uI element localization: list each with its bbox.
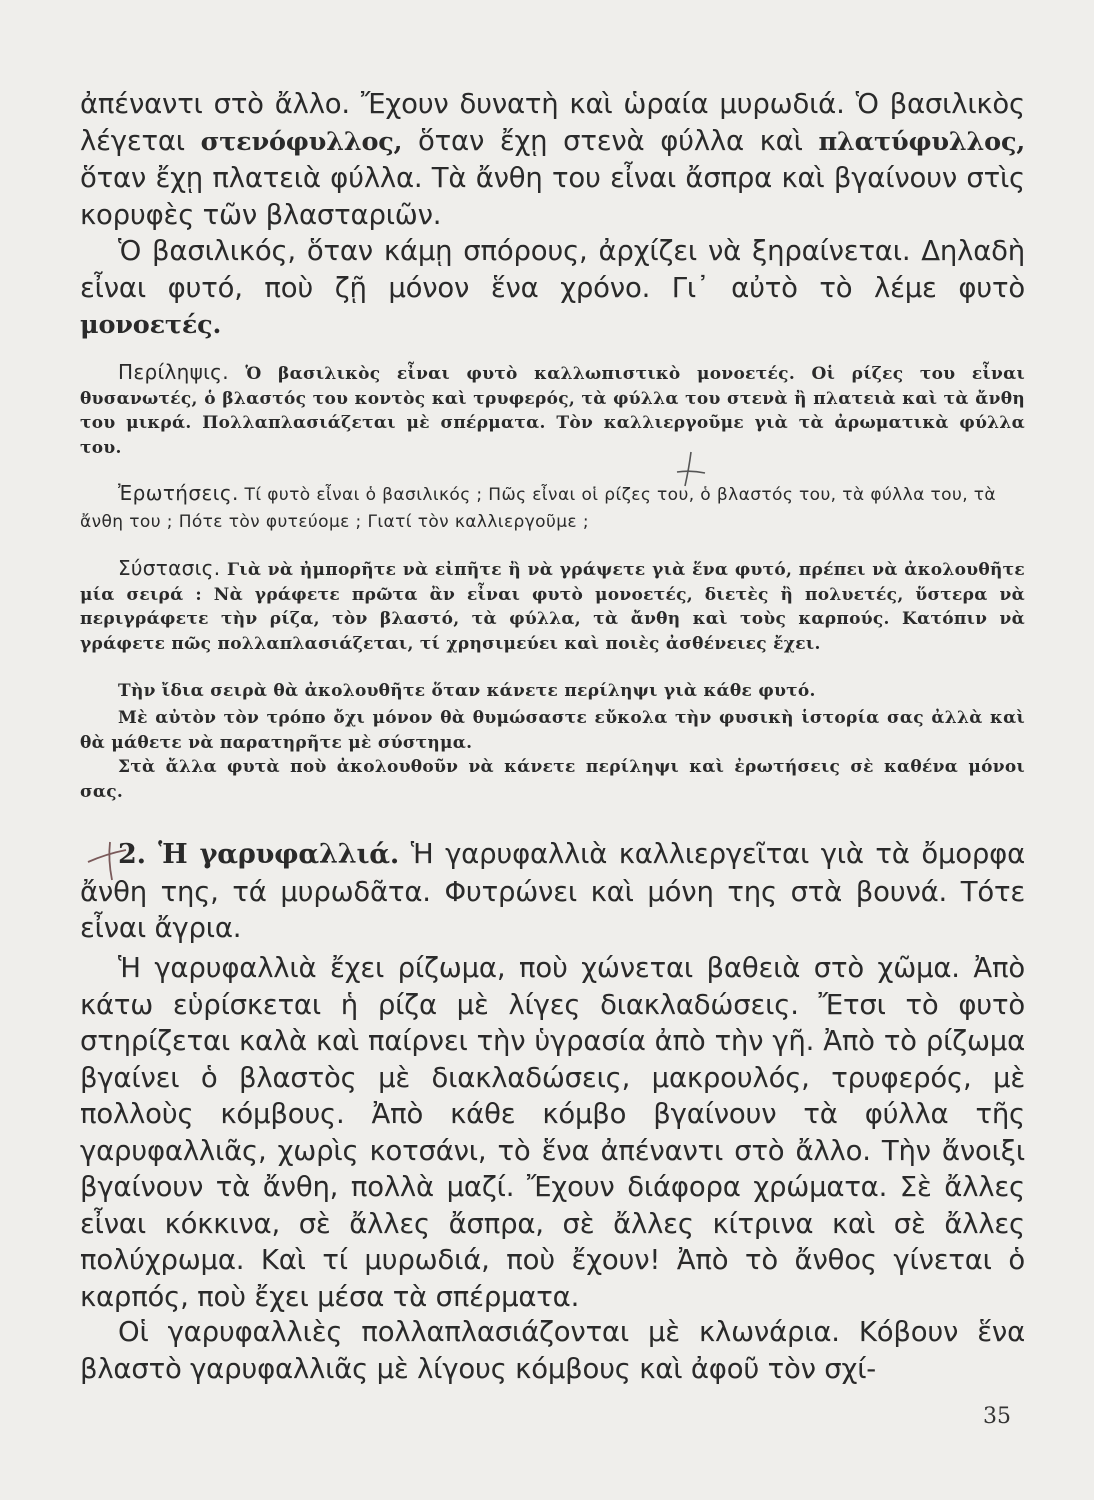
questions-block: Ἐρωτήσεις. Τί φυτὸ εἶναι ὁ βασιλικός ; Πῶς εἶναι οἱ ρίζες του, ὁ βλαστός του, τὰ φύλλα του, τὰ ἄνθη του ; Πότε τὸν φυτεύομε ; Γιατί τὸν καλλιεργοῦμε ; bbox=[80, 481, 997, 532]
summary-block: Περίληψις. Ὁ βασιλικὸς εἶναι φυτὸ καλλωπιστικὸ μονοετές. Οἱ ρίζες του εἶναι θυσανωτές, ὁ βλαστός του κοντὸς καὶ τρυφερός, τὰ φύλλα του στενὰ ἢ πλατειὰ καὶ τὰ ἄνθη του μικρά. Πολλαπλασιάζεται μὲ σπέρματα. Τὸν καλλιεργοῦμε γιὰ τὰ ἀρωματικὰ φύλλα του. bbox=[80, 360, 1025, 458]
questions-label: Ἐρωτήσεις. bbox=[118, 481, 239, 505]
recommendation-line-2: Τὴν ἴδια σειρὰ θὰ ἀκολουθῆτε ὅταν κάνετε περίληψι γιὰ κάθε φυτό. bbox=[118, 681, 816, 701]
paragraph-carnation-description: Ἡ γαρυφαλλιὰ ἔχει ρίζωμα, ποὺ χώνεται βαθειὰ στὸ χῶμα. Ἀπὸ κάτω εὑρίσκεται ἡ ρίζα μὲ λίγες διακλαδώσεις. Ἔτσι τὸ φυτὸ στηρίζεται καλὰ καὶ παίρνει τὴν ὑγρασία ἀπὸ τὴν γῆ. Ἀπὸ τὸ ρίζωμα βγαίνει ὁ βλαστὸς μὲ διακλαδώσεις, μακρουλός, τρυφερός, μὲ πολλοὺς κόμβους. Ἀπὸ κάθε κόμβο βγαίνουν τὰ φύλλα τῆς γαρυφαλλιᾶς, χωρὶς κοτσάνι, τὸ ἕνα ἀπέναντι στὸ ἄλλο. Τὴν ἄνοιξι βγαίνουν τὰ ἄνθη, πολλὰ μαζί. Ἔχουν διάφορα χρώματα. Σὲ ἄλλες εἶναι κόκκινα, σὲ ἄλλες ἄσπρα, σὲ ἄλλες κίτρινα καὶ σὲ ἄλλες πολύχρωμα. Καὶ τί μυρωδιά, ποὺ ἔχουν! Ἀπὸ τὸ ἄνθος γίνεται ὁ καρπός, ποὺ ἔχει μέσα τὰ σπέρματα. bbox=[80, 952, 1025, 1313]
section-heading: 2. Ἡ γαρυφαλλιά. bbox=[118, 839, 400, 870]
section-carnation-intro: 2. Ἡ γαρυφαλλιά. Ἡ γαρυφαλλιὰ καλλιεργεῖται γιὰ τὰ ὄμορφα ἄνθη της, τά μυρωδᾶτα. Φυτρώνει καὶ μόνη της στὰ βουνά. Τότε εἶναι ἄγρια. bbox=[80, 838, 1025, 944]
paragraph-basil-annual: Ὁ βασιλικός, ὅταν κάμῃ σπόρους, ἀρχίζει νὰ ξηραίνεται. Δηλαδὴ εἶναι φυτό, ποὺ ζῇ μόνον ἕνα χρόνο. Γι᾿ αὐτὸ τὸ λέμε φυτὸ μονοετές. bbox=[80, 235, 1025, 340]
summary-label: Περίληψις. bbox=[118, 360, 229, 384]
recommendation-label: Σύστασις. bbox=[118, 556, 221, 580]
recommendation-line-3: Μὲ αὐτὸν τὸν τρόπο ὄχι μόνον θὰ θυμώσαστε εὔκολα τὴν φυσικὴ ἱστορία σας ἀλλὰ καὶ θὰ μάθετε νὰ παρατηρῆτε μὲ σύστημα. bbox=[80, 708, 1025, 753]
paragraph-basil-leaves: ἀπέναντι στὸ ἄλλο. Ἔχουν δυνατὴ καὶ ὡραία μυρωδιά. Ὁ βασιλικὸς λέγεται στενόφυλλος, ὅταν ἔχῃ στενὰ φύλλα καὶ πλατύφυλλος, ὅταν ἔχῃ πλατειὰ φύλλα. Τὰ ἄνθη του εἶναι ἄσπρα καὶ βγαίνουν στὶς κορυφὲς τῶν βλασταριῶν. bbox=[80, 88, 1025, 231]
recommendation-line-4: Στὰ ἄλλα φυτὰ ποὺ ἀκολουθοῦν νὰ κάνετε περίληψι καὶ ἐρωτήσεις σὲ καθένα μόνοι σας. bbox=[80, 757, 1025, 802]
paragraph-carnation-propagation: Οἱ γαρυφαλλιὲς πολλαπλασιάζονται μὲ κλωνάρια. Κόβουν ἕνα βλαστὸ γαρυφαλλιᾶς μὲ λίγους κόμβους καὶ ἀφοῦ τὸν σχί- bbox=[80, 1316, 1025, 1385]
page-number: 35 bbox=[983, 1404, 1011, 1429]
handwritten-cross-mark-icon bbox=[675, 446, 715, 490]
recommendation-block: Σύστασις. Γιὰ νὰ ἠμπορῆτε νὰ εἰπῆτε ἢ νὰ γράψετε γιὰ ἕνα φυτό, πρέπει νὰ ἀκολουθῆτε μία σειρά : Νὰ γράφετε πρῶτα ἂν εἶναι φυτὸ μονοετές, διετὲς ἢ πολυετές, ὕστερα νὰ περιγράφετε τὴν ρίζα, τὸν βλαστό, τὰ φύλλα, τὰ ἄνθη καὶ τοὺς καρπούς. Κατόπιν νὰ γράφετε πῶς πολλαπλασιάζεται, τί χρησιμεύει καὶ ποιὲς ἀσθένειες ἔχει. bbox=[80, 556, 1025, 654]
handwritten-plus-mark-icon bbox=[86, 836, 134, 884]
